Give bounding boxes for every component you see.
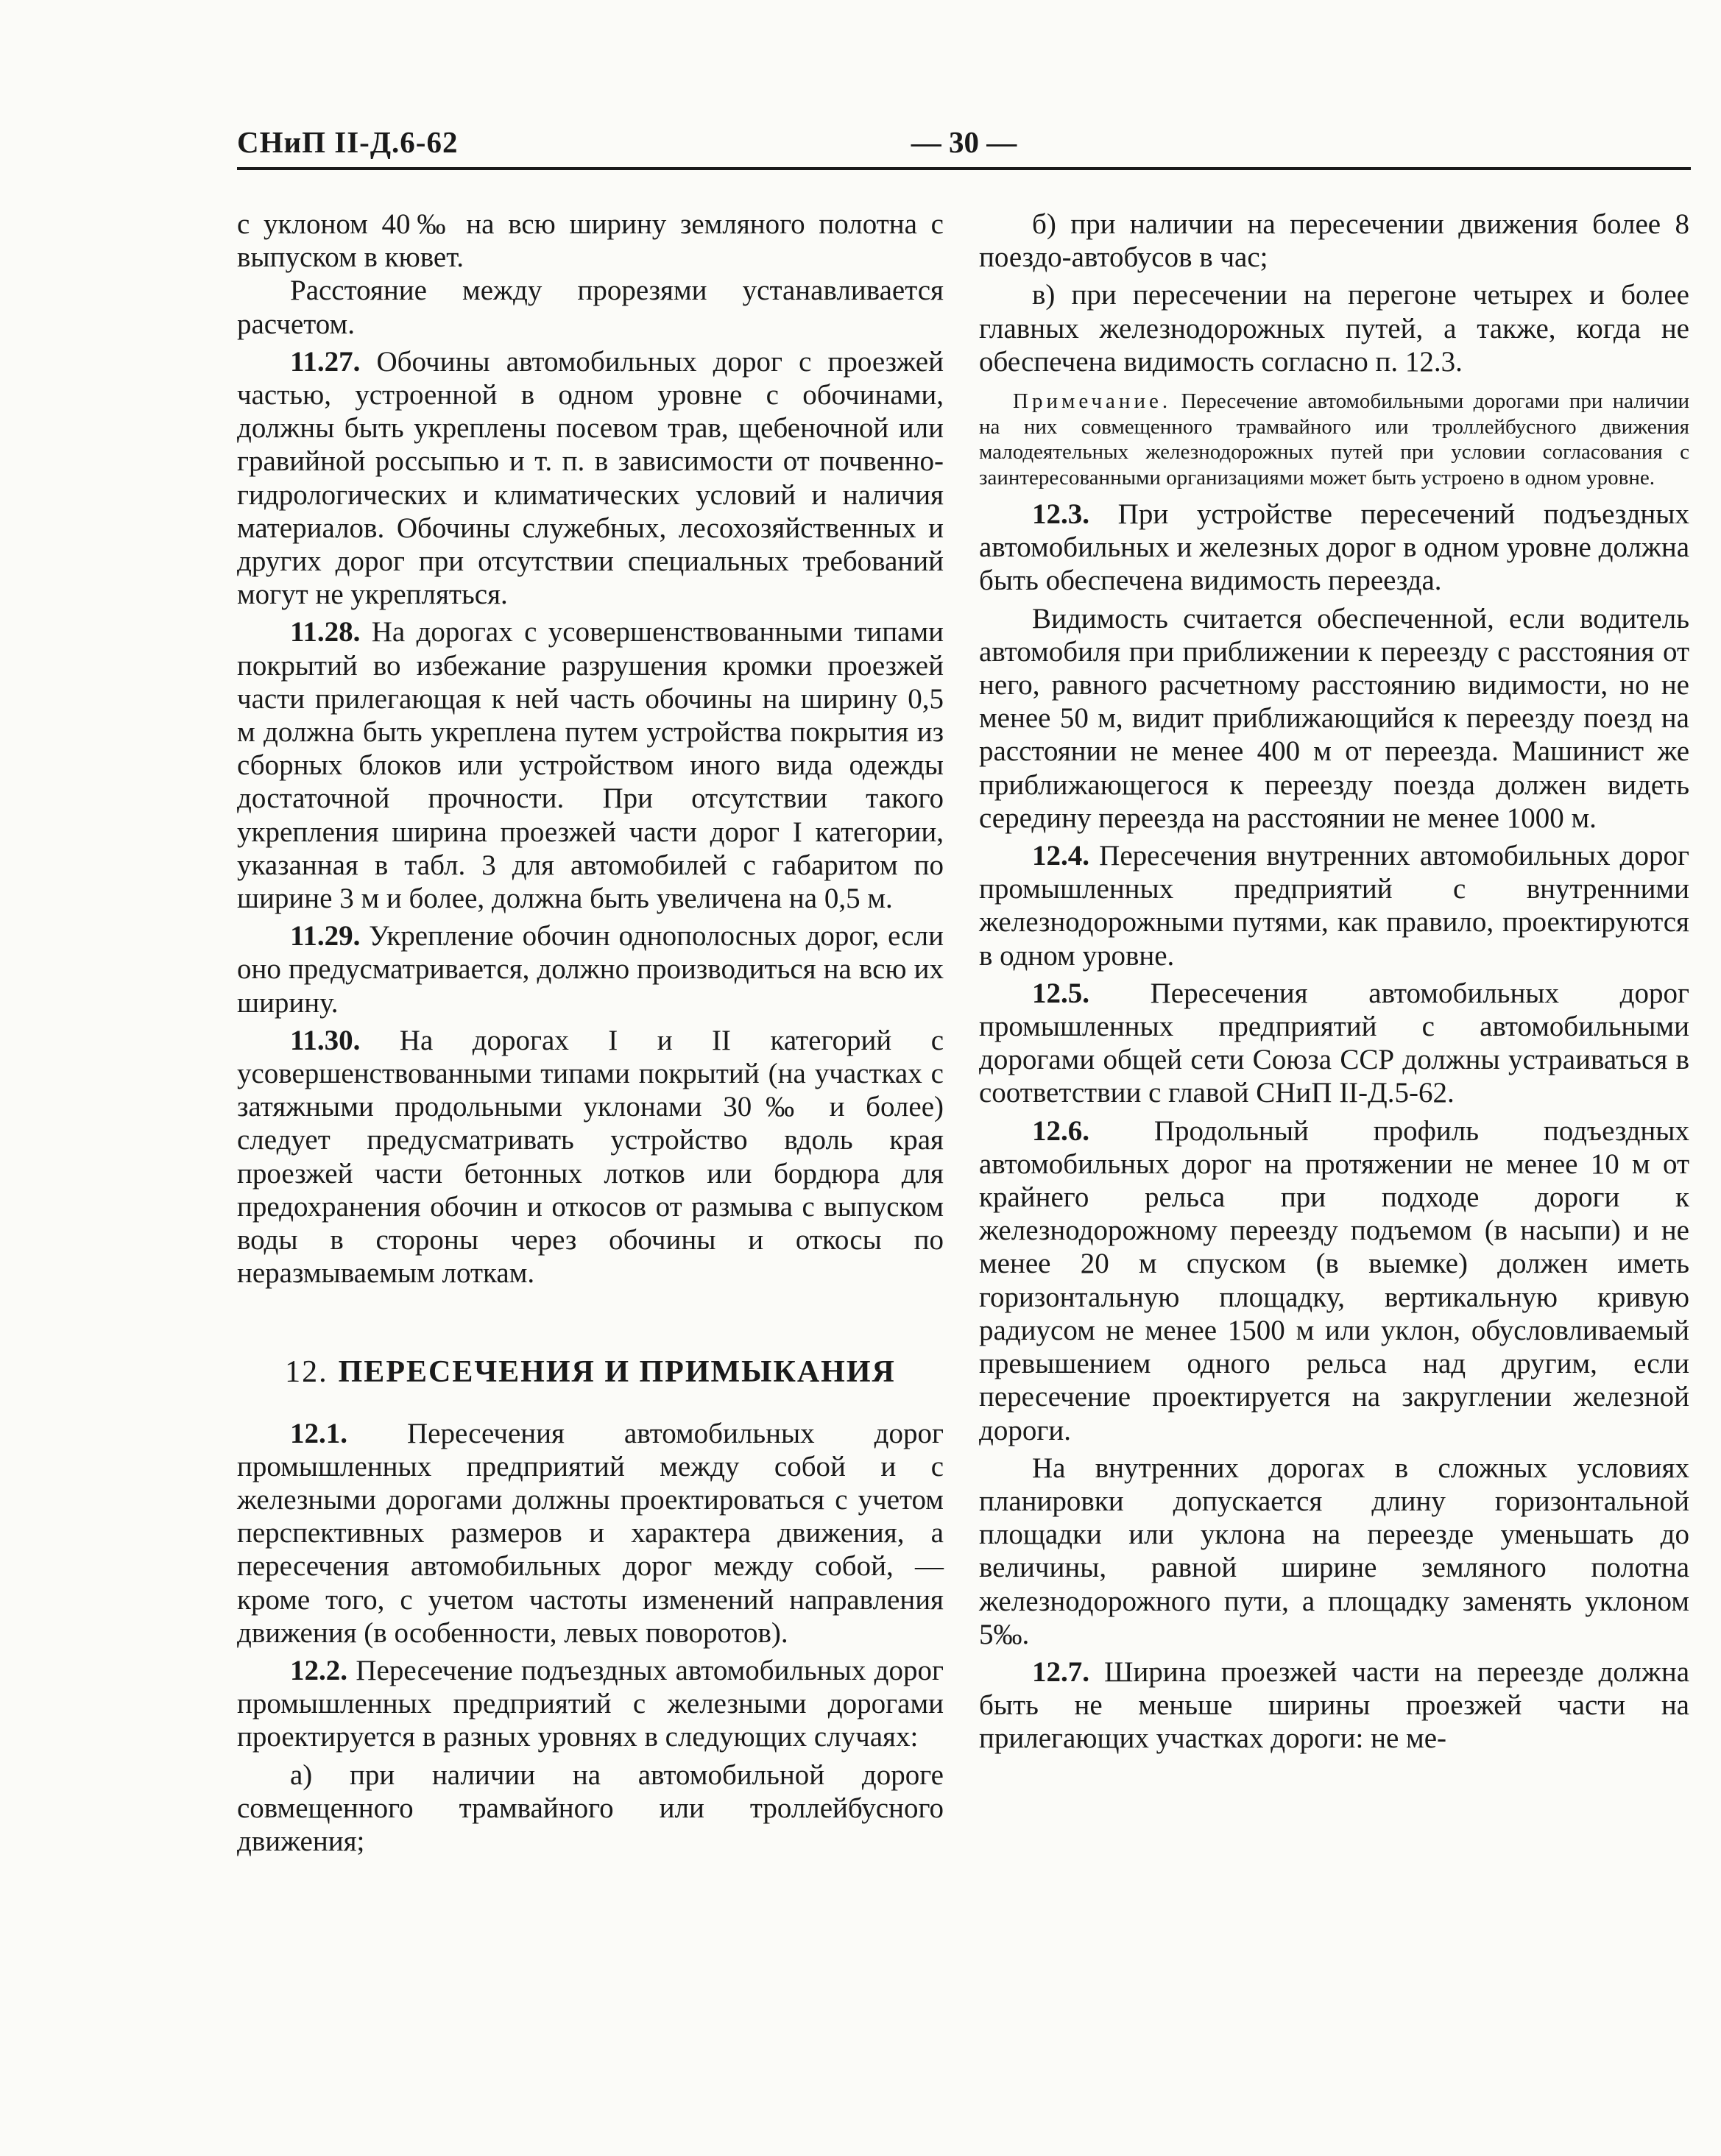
clause-text: При устройстве пересечений подъездных автомобильных и железных дорог в одном уровне должна быть обеспечена видимость переезда.	[979, 498, 1689, 597]
note	[979, 389, 1689, 490]
list-item-b: б) при наличии на пересечении движения более 8 поездо-автобусов в час;	[979, 208, 1689, 274]
section-number: 12.	[285, 1354, 328, 1389]
clause-number: 12.4.	[1032, 840, 1089, 872]
clause-number: 12.1.	[290, 1417, 347, 1449]
clause-12-4	[979, 839, 1689, 972]
clause-text: Укрепление обочин однополосных дорог, если оно предусматривается, должно производиться на всю их ширину.	[237, 920, 944, 1019]
clause-text: Пересечение подъездных автомобильных дорог промышленных предприятий с железными дорогами проектируется в разных уровнях в следующих случаях:	[237, 1654, 944, 1753]
clause-text: Обочины автомобильных дорог с проезжей частью, устроенной в одном уровне с обочинами, должны быть укреплены посевом трав, щебеночной или гравийной россыпью и т. п. в зависимости от почвенно-гидрологических и климатических условий и наличия материалов. Обочины служебных, лесохозяйственных и других дорог при отсутствии специальных требований могут не укрепляться.	[237, 345, 944, 611]
list-item-v: в) при пересечении на перегоне четырех и более главных железнодорожных путей, а также, когда не обеспечена видимость согласно п. 12.3.	[979, 279, 1689, 378]
clause-12-5	[979, 977, 1689, 1110]
note-label: Примечание.	[1013, 389, 1172, 414]
section-title: ПЕРЕСЕЧЕНИЯ И ПРИМЫКАНИЯ	[338, 1354, 896, 1389]
paragraph: Расстояние между прорезями устанавливается расчетом.	[237, 275, 944, 340]
clause-text: Ширина проезжей части на переезде должна быть не меньше ширины проезжей части на прилегающих участках дороги: не ме-	[979, 1655, 1689, 1755]
clause-number: 12.7.	[1032, 1655, 1089, 1688]
clause-text: Пересечения автомобильных дорог промышленных предприятий с автомобильными дорогами общей сети Союза ССР должны устраиваться в соответствии с главой СНиП II-Д.5-62.	[979, 977, 1689, 1109]
note-text: Пересечение автомобильными дорогами при наличии на них совмещенного трамвайного или троллейбусного движения малодеятельных железнодорожных путей при условии согласования с заинтересованными организациями может быть устроено в одном уровне.	[979, 389, 1689, 489]
paragraph-inner-roads: На внутренних дорогах в сложных условиях планировки допускается длину горизонтальной площадки или уклона на переезде уменьшать до величины, равной ширине земляного полотна железнодорожного пути, а площадку заменять уклоном 5‰.	[979, 1452, 1689, 1650]
document-code: СНиП II-Д.6-62	[237, 125, 459, 159]
clause-11-29	[237, 919, 944, 1019]
clause-text: Продольный профиль подъездных автомобильных дорог на протяжении не менее 10 м от крайнего рельса при подходе дороги к железнодорожному переезду подъемом (в насыпи) и не менее 20 м спуском (в выемке) должен иметь горизонтальную площадку, вертикальную кривую радиусом не менее 1500 м или уклон, обусловливаемый превышением одного рельса над другим, если пересечение проектируется на закруглении железной дороги.	[979, 1114, 1689, 1446]
paragraph-continuation: с уклоном 40‰ на всю ширину земляного полотна с выпуском в кювет.	[237, 208, 944, 274]
clause-number: 11.28.	[290, 616, 361, 648]
clause-12-1	[237, 1417, 944, 1650]
page-header	[237, 121, 1691, 170]
paragraph-visibility: Видимость считается обеспеченной, если водитель автомобиля при приближении к переезду с расстояния от него, равного расчетному расстоянию видимости, но не менее 50 м, видит приближающийся к переезду поезд на расстоянии не менее 400 м от переезда. Машинист же приближающегося к переезду поезда должен видеть середину переезда на расстоянии не менее 1000 м.	[979, 602, 1689, 834]
clause-number: 11.27.	[290, 345, 361, 378]
clause-text: На дорогах с усовершенствованными типами покрытий во избежание разрушения кромки проезжей части прилегающая к ней часть обочины на ширину 0,5 м должна быть укреплена путем устройства покрытия из сборных блоков или устройством иного вида одежды достаточной прочности. При отсутствии такого укрепления ширина проезжей части дорог I категории, указанная в табл. 3 для автомобилей с габаритом по ширине 3 м и более, должна быть увеличена на 0,5 м.	[237, 616, 944, 915]
clause-text: Пересечения автомобильных дорог промышленных предприятий между собой и с железными дорогами должны проектироваться с учетом перспективных размеров и характера движения, а пересечения автомобильных дорог между собой, — кроме того, с учетом частоты изменений направления движения (в особенности, левых поворотов).	[237, 1417, 944, 1649]
list-item-a: а) при наличии на автомобильной дороге совмещенного трамвайного или троллейбусного движения;	[237, 1759, 944, 1857]
right-column	[979, 208, 1689, 1756]
clause-number: 12.6.	[1032, 1114, 1089, 1147]
clause-11-28	[237, 615, 944, 915]
clause-12-6	[979, 1114, 1689, 1447]
clause-11-27	[237, 345, 944, 612]
clause-text: На дорогах I и II категорий с усовершенствованными типами покрытий (на участках с затяжными продольными уклонами 30‰ и более) следует предусматривать устройство вдоль края проезжей части бетонных лотков или бордюра для предохранения обочин и откосов от размыва с выпуском воды в стороны через обочины и откосы по неразмываемым лоткам.	[237, 1024, 944, 1290]
clause-number: 11.29.	[290, 920, 361, 952]
section-heading	[237, 1354, 944, 1390]
left-column	[237, 208, 944, 1858]
clause-text: Пересечения внутренних автомобильных дорог промышленных предприятий с внутренними железнодорожными путями, как правило, проектируются в одном уровне.	[979, 840, 1689, 972]
clause-number: 12.2.	[290, 1654, 347, 1686]
clause-number: 11.30.	[290, 1024, 361, 1056]
clause-12-7	[979, 1655, 1689, 1756]
page-number: — 30 —	[911, 125, 1017, 159]
clause-number: 12.3.	[1032, 498, 1089, 531]
clause-11-30	[237, 1024, 944, 1290]
clause-12-3	[979, 498, 1689, 598]
clause-12-2	[237, 1654, 944, 1754]
clause-number: 12.5.	[1032, 977, 1089, 1009]
